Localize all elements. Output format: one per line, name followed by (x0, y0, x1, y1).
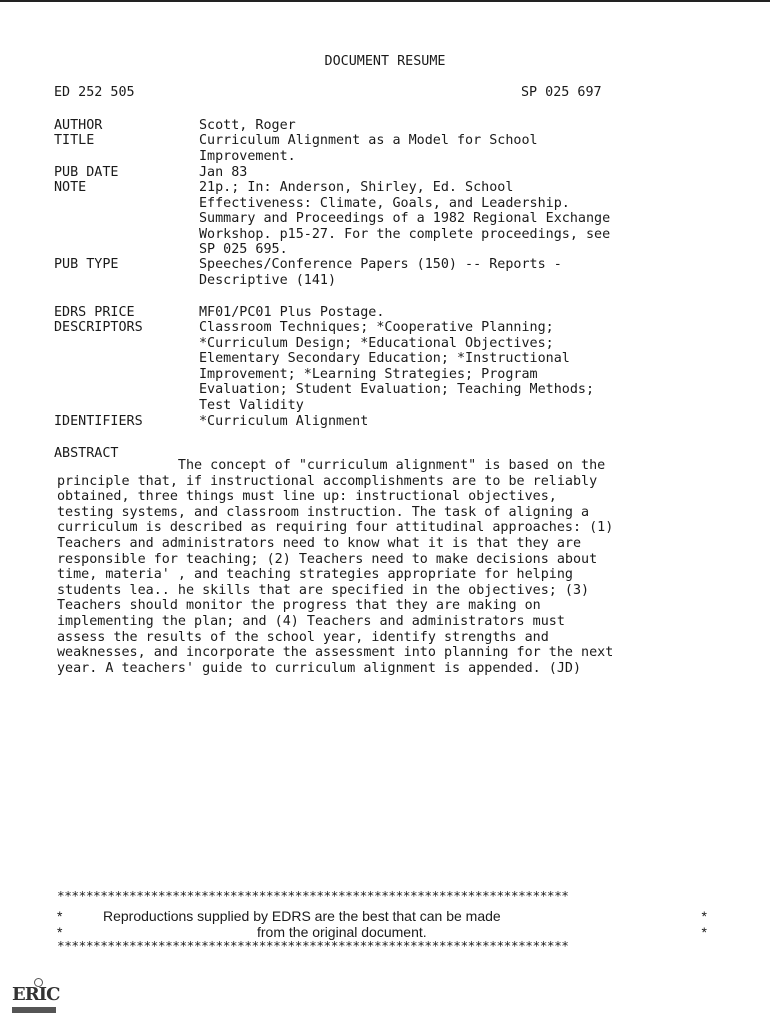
field-value: Elementary Secondary Education; *Instructional (199, 351, 570, 367)
abstract-line: assess the results of the school year, identify strengths and (57, 629, 549, 645)
eric-logo-text: ERIC (12, 984, 60, 1005)
abstract-line: time, materia' , and teaching strategies appropriate for helping (57, 567, 573, 583)
abstract-line: year. A teachers' guide to curriculum alignment is appended. (JD) (57, 660, 582, 676)
field-label: DESCRIPTORS (54, 320, 143, 335)
abstract-line: students lea.. he skills that are specified in the objectives; (3) (57, 582, 590, 598)
field-value: MF01/PC01 Plus Postage. (199, 305, 385, 320)
abstract-line: principle that, if instructional accomplishments are to be reliably (57, 473, 598, 489)
eric-logo-bar (12, 1007, 56, 1013)
star-right: * (701, 908, 707, 924)
field-value: 21p.; In: Anderson, Shirley, Ed. School (199, 180, 514, 195)
star-border-bottom: *********************************************************************** (57, 939, 569, 954)
star-border-top: *********************************************************************** (57, 889, 569, 904)
abstract-line: Teachers should monitor the progress that they are making on (57, 598, 541, 614)
field-value: Improvement; *Learning Strategies; Program (199, 366, 538, 382)
abstract-body (57, 458, 687, 676)
abstract-line: curriculum is described as requiring four attitudinal approaches: (1) (57, 520, 614, 536)
field-value: *Curriculum Design; *Educational Objectives; (199, 335, 554, 351)
abstract-line: Teachers and administrators need to know what it is that they are (57, 535, 582, 551)
field-value: Evaluation; Student Evaluation; Teaching Methods; (199, 382, 595, 398)
field-value: Improvement. (199, 148, 296, 164)
field-value: Curriculum Alignment as a Model for School (199, 133, 538, 148)
field-label: AUTHOR (54, 118, 103, 133)
abstract-line: responsible for teaching; (2) Teachers need to make decisions about (57, 551, 598, 567)
ed-number: ED 252 505 (54, 85, 135, 100)
abstract-line: implementing the plan; and (4) Teachers and administrators must (57, 613, 565, 629)
notice-line-1: Reproductions supplied by EDRS are the best that can be made (103, 908, 501, 924)
abstract-line: obtained, three things must line up: instructional objectives, (57, 489, 557, 505)
star-right: * (701, 924, 707, 940)
sp-number: SP 025 697 (521, 85, 602, 100)
field-label: TITLE (54, 133, 95, 148)
abstract-line: weaknesses, and incorporate the assessment into planning for the next (57, 645, 614, 661)
star-left: * (57, 908, 63, 924)
field-label: EDRS PRICE (54, 305, 135, 320)
abstract-label: ABSTRACT (54, 446, 119, 461)
top-border (0, 0, 770, 2)
field-value: Scott, Roger (199, 118, 296, 133)
field-value: Descriptive (141) (199, 272, 337, 288)
abstract-line: The concept of "curriculum alignment" is based on the (57, 458, 606, 473)
field-value: Jan 83 (199, 165, 248, 180)
notice-line-2: from the original document. (257, 924, 427, 940)
field-value: *Curriculum Alignment (199, 414, 369, 429)
field-value: Test Validity (199, 397, 304, 413)
abstract-line: testing systems, and classroom instruction. The task of aligning a (57, 504, 590, 520)
field-label: PUB TYPE (54, 257, 119, 272)
field-value: Speeches/Conference Papers (150) -- Reports - (199, 257, 562, 272)
field-label: NOTE (54, 180, 87, 195)
field-value: Effectiveness: Climate, Goals, and Leadership. (199, 195, 570, 211)
field-value: SP 025 695. (199, 242, 288, 258)
eric-logo (12, 978, 58, 1018)
star-left: * (57, 924, 63, 940)
field-value: Workshop. p15-27. For the complete proceedings, see (199, 226, 611, 242)
document-title: DOCUMENT RESUME (324, 54, 446, 69)
field-value: Classroom Techniques; *Cooperative Planning; (199, 320, 554, 335)
field-label: IDENTIFIERS (54, 414, 143, 429)
field-label: PUB DATE (54, 165, 119, 180)
field-value: Summary and Proceedings of a 1982 Regional Exchange (199, 211, 611, 227)
